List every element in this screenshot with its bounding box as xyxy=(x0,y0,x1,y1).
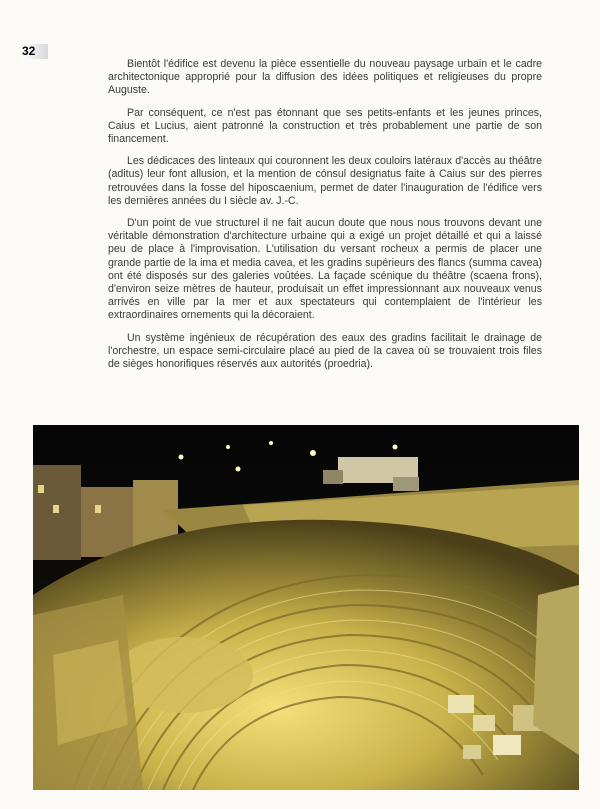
roman-theatre-night-image xyxy=(33,425,579,790)
page-number-box xyxy=(22,44,48,59)
theatre-photo xyxy=(33,425,579,790)
article-text xyxy=(108,58,542,380)
page-number: 32 xyxy=(22,44,36,58)
paragraph-4: D'un point de vue structurel il ne fait aucun doute que nous nous trouvons devant une véritable démonstration d'architecture urbaine qui a exigé un projet détaillé et qui a laissé peu de place à l'improvisation. L'utilisation du versant rocheux a permis de placer une grande partie de la ima et media cavea, et les gradins supérieurs des flancs (summa cavea) ont été disposés sur des galeries voûtées. La façade scénique du théâtre (scaena frons), d'environ seize mètres de hauteur, produisait un effet impressionnant aux nouveaux venus arrivés en ville par la mer et aux spectateurs qui contemplaient de l'intérieur les extraordinaires ornements qui la décoraient. xyxy=(108,217,542,322)
paragraph-3: Les dédicaces des linteaux qui couronnent les deux couloirs latéraux d'accès au théâtre (aditus) leur font allusion, et la mention de cónsul designatus faite à Caius sur des pierres retrouvées dans la fosse del hiposcaenium, permet de dater l'inauguration de l'édifice vers les dernières années du I siècle av. J.-C. xyxy=(108,155,542,207)
paragraph-2: Par conséquent, ce n'est pas étonnant que ses petits-enfants et les jeunes princes, Caius et Lucius, aient patronné la construction et très probablement une partie de son financement. xyxy=(108,106,542,146)
paragraph-1: Bientôt l'édifice est devenu la pièce essentielle du nouveau paysage urbain et le cadre architectonique approprié pour la diffusion des idées politiques et religieuses du propre Auguste. xyxy=(108,58,542,97)
paragraph-5: Un système ingénieux de récupération des eaux des gradins facilitait le drainage de l'orchestre, un espace semi-circulaire placé au pied de la cavea où se trouvaient trois files de sièges honorifiques réservés aux autorités (proedria). xyxy=(108,331,542,371)
